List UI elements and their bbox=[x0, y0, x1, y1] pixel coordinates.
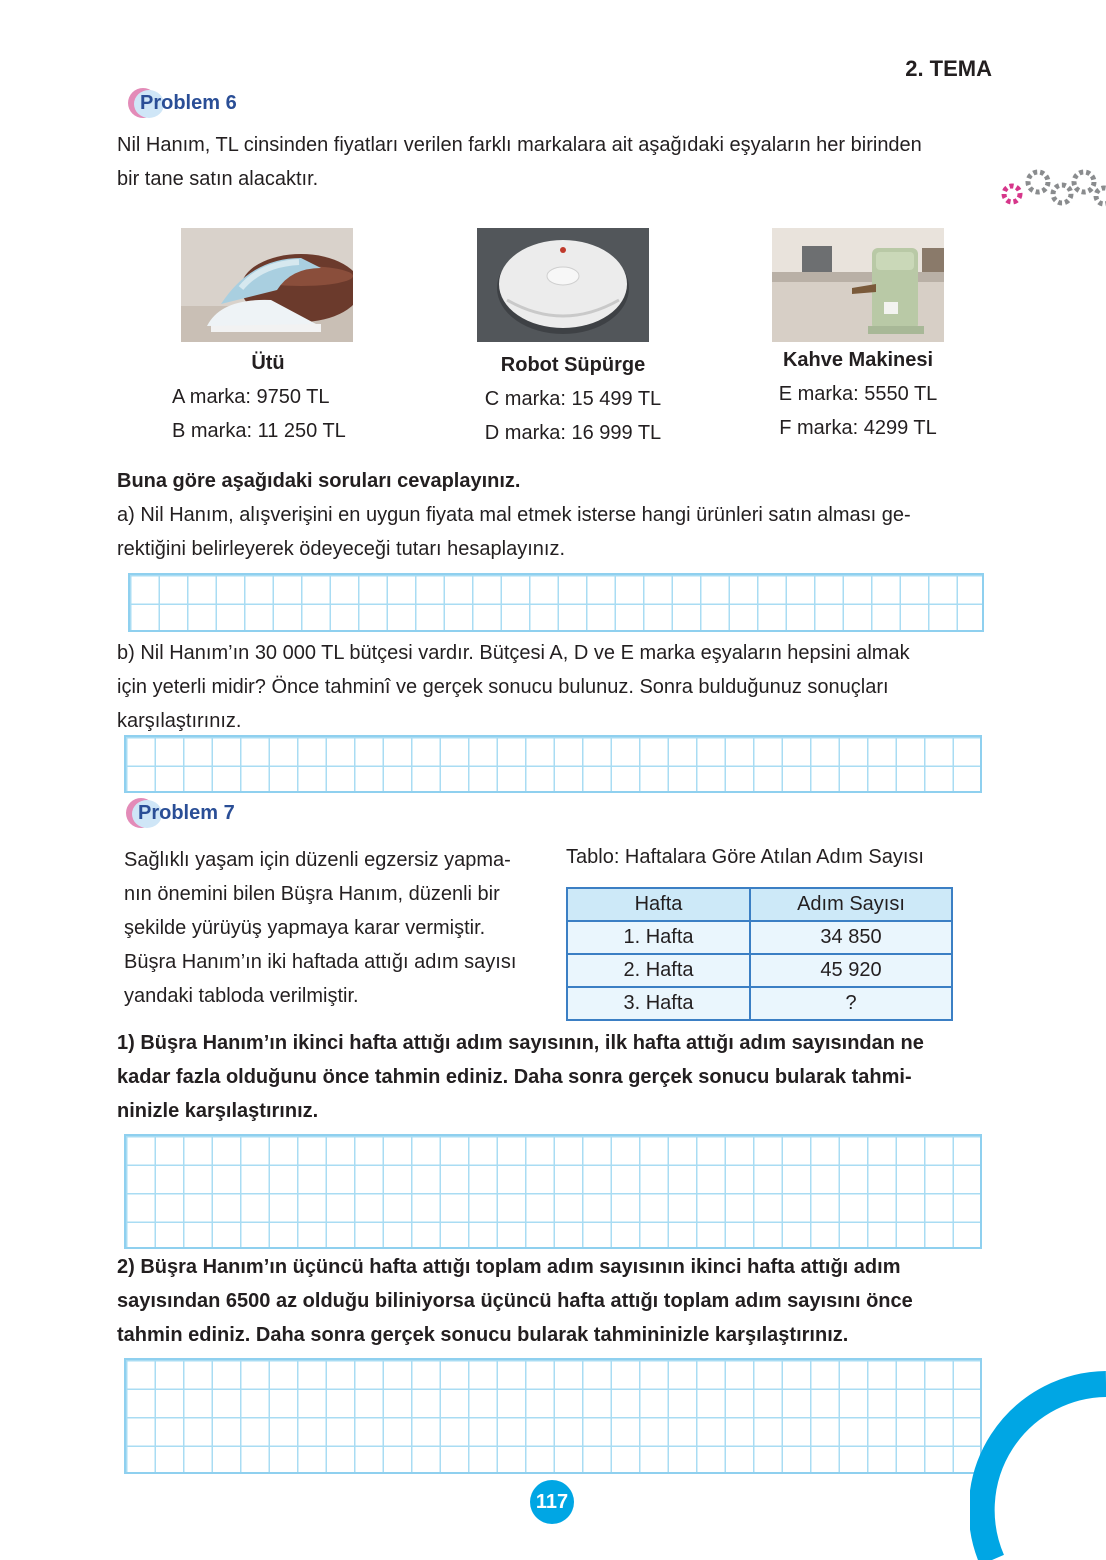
table-cell: 3. Hafta bbox=[567, 987, 750, 1020]
product-price-line: D marka: 16 999 TL bbox=[484, 422, 662, 444]
table-cell: 2. Hafta bbox=[567, 954, 750, 987]
problem6-heading bbox=[128, 88, 237, 118]
question-line: sayısından 6500 az olduğu biliniyorsa üçüncü hafta attığı toplam adım sayısını önce bbox=[117, 1290, 913, 1312]
text-line: şekilde yürüyüş yapmaya karar vermiştir. bbox=[124, 917, 486, 939]
steps-table bbox=[566, 887, 953, 1021]
answer-grid-1[interactable] bbox=[124, 1134, 982, 1249]
question-line: için yeterli midir? Önce tahminî ve gerçek sonucu bulunuz. Sonra bulduğunuz sonuçları bbox=[117, 676, 889, 698]
table-row bbox=[567, 921, 952, 954]
text-line: nın önemini bilen Büşra Hanım, düzenli bir bbox=[124, 883, 500, 905]
question-a bbox=[117, 498, 997, 566]
question-line: ninizle karşılaştırınız. bbox=[117, 1100, 319, 1122]
question-line: 1) Büşra Hanım’ın ikinci hafta attığı adım sayısının, ilk hafta attığı adım sayısından ne bbox=[117, 1032, 924, 1054]
table-header-week: Hafta bbox=[567, 888, 750, 921]
product-name: Kahve Makinesi bbox=[782, 349, 934, 371]
question-line: 2) Büşra Hanım’ın üçüncü hafta attığı toplam adım sayısının ikinci hafta attığı adım bbox=[117, 1256, 901, 1278]
question-line: karşılaştırınız. bbox=[117, 710, 242, 732]
text-line: Büşra Hanım’ın iki haftada attığı adım sayısı bbox=[124, 951, 517, 973]
product-price-line: F marka: 4299 TL bbox=[779, 417, 937, 439]
gears-icon bbox=[998, 164, 1106, 212]
table-header-row bbox=[567, 888, 952, 921]
table-row bbox=[567, 987, 952, 1020]
question-line: rektiğini belirleyerek ödeyeceği tutarı hesaplayınız. bbox=[117, 538, 566, 560]
product-price-line: B marka: 11 250 TL bbox=[172, 420, 346, 442]
table-header-steps: Adım Sayısı bbox=[750, 888, 952, 921]
table-cell: ? bbox=[750, 987, 952, 1020]
question-b bbox=[117, 636, 997, 738]
intro-line: Nil Hanım, TL cinsinden fiyatları verilen farklı markalara ait aşağıdaki eşyaların her birinden bbox=[117, 134, 922, 156]
iron-image bbox=[181, 228, 353, 342]
problem7-title: Problem 7 bbox=[138, 801, 235, 824]
table-caption: Tablo: Haftalara Göre Atılan Adım Sayısı bbox=[566, 846, 924, 868]
coffee-machine-image bbox=[772, 228, 944, 342]
robot-vacuum-image bbox=[477, 228, 649, 342]
product-coffee-machine bbox=[740, 343, 976, 445]
product-price-line: A marka: 9750 TL bbox=[172, 386, 330, 408]
product-price-line: E marka: 5550 TL bbox=[778, 383, 938, 405]
instruction-text: Buna göre aşağıdaki soruları cevaplayınız. bbox=[117, 470, 521, 492]
question-line: tahmin ediniz. Daha sonra gerçek sonucu bularak tahmininizle karşılaştırınız. bbox=[117, 1324, 849, 1346]
question-2 bbox=[117, 1250, 993, 1352]
problem6-title: Problem 6 bbox=[140, 91, 237, 114]
question-line: a) Nil Hanım, alışverişini en uygun fiyata mal etmek isterse hangi ürünleri satın alması ge- bbox=[117, 504, 911, 526]
question-line: kadar fazla olduğunu önce tahmin ediniz. Daha sonra gerçek sonucu bularak tahmi- bbox=[117, 1066, 912, 1088]
product-name: Ütü bbox=[251, 352, 285, 374]
question-line: b) Nil Hanım’ın 30 000 TL bütçesi vardır. Bütçesi A, D ve E marka eşyaların hepsini almak bbox=[117, 642, 910, 664]
answer-grid-a[interactable] bbox=[128, 573, 984, 632]
problem7-text bbox=[124, 843, 552, 1013]
problem6-intro bbox=[117, 128, 997, 196]
product-robot-vacuum bbox=[455, 348, 691, 450]
product-iron bbox=[150, 346, 386, 448]
question-1 bbox=[117, 1026, 993, 1128]
page-number: 117 bbox=[530, 1480, 574, 1524]
text-line: yandaki tabloda verilmiştir. bbox=[124, 985, 359, 1007]
answer-grid-2[interactable] bbox=[124, 1358, 982, 1474]
table-cell: 1. Hafta bbox=[567, 921, 750, 954]
product-price-line: C marka: 15 499 TL bbox=[484, 388, 662, 410]
table-cell: 45 920 bbox=[750, 954, 952, 987]
product-name: Robot Süpürge bbox=[500, 354, 646, 376]
intro-line: bir tane satın alacaktır. bbox=[117, 168, 319, 190]
table-row bbox=[567, 954, 952, 987]
text-line: Sağlıklı yaşam için düzenli egzersiz yapma- bbox=[124, 849, 511, 871]
corner-arc-decoration bbox=[970, 1370, 1106, 1560]
answer-grid-b[interactable] bbox=[124, 735, 982, 793]
table-cell: 34 850 bbox=[750, 921, 952, 954]
theme-label: 2. TEMA bbox=[905, 56, 992, 81]
problem7-heading bbox=[126, 798, 235, 828]
